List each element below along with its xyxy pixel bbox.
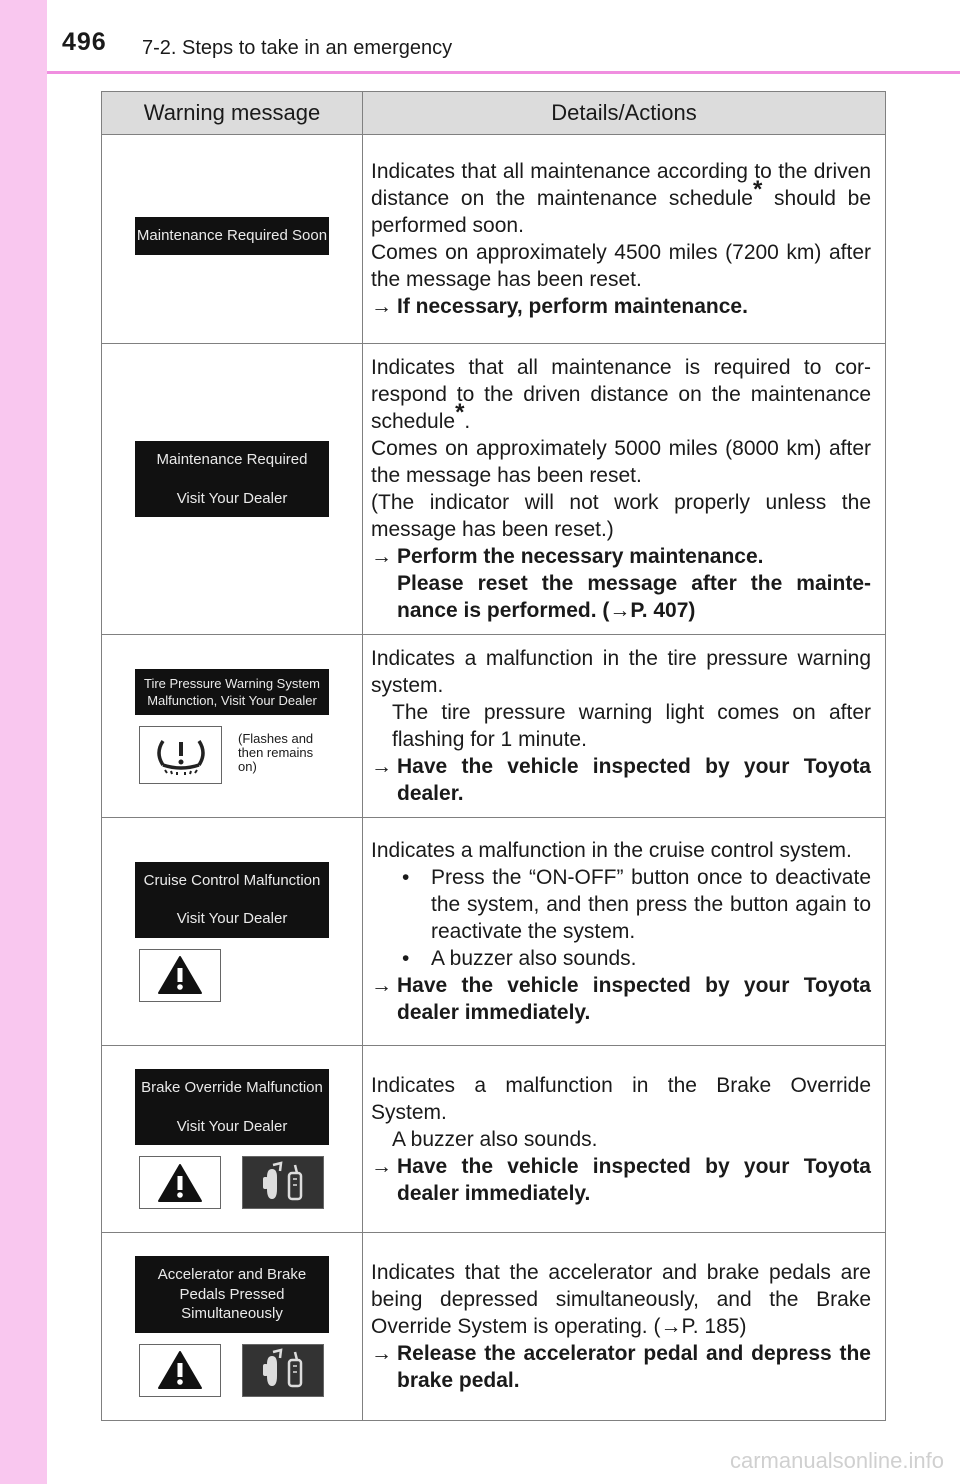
page-number: 496 bbox=[62, 28, 107, 56]
description: Indicates a malfunction in the cruise control system. bbox=[371, 839, 852, 862]
action: → Release the accelerator pedal and depress the brake pedal. bbox=[371, 1342, 871, 1392]
warning-message: Accelerator and Brake Pedals Pressed Simultaneously bbox=[135, 1256, 329, 1333]
details-cell bbox=[363, 1046, 886, 1233]
action: → Have the vehicle inspected by your Toyota dealer immediately. bbox=[371, 974, 871, 1024]
arrow-right-icon: → bbox=[371, 1342, 392, 1365]
col-warning-header: Warning message bbox=[102, 92, 363, 135]
action: → Have the vehicle inspected by your Toyota dealer immediately. bbox=[371, 1154, 871, 1205]
page-reference[interactable]: P. 185) bbox=[681, 1315, 747, 1338]
table-row bbox=[102, 344, 886, 635]
pedal-icon bbox=[242, 1344, 324, 1397]
action: → Perform the necessary maintenance. Please reset the message after the maintenance is performed. (→P. 407) bbox=[371, 545, 871, 622]
arrow-right-icon: → bbox=[371, 295, 392, 318]
watermark: carmanualsonline.info bbox=[729, 1448, 944, 1473]
action: → Have the vehicle inspected by your Toyota dealer. bbox=[371, 755, 871, 805]
list-item: • A buzzer also sounds. bbox=[402, 947, 637, 970]
warning-triangle-icon bbox=[139, 949, 221, 1002]
details-cell bbox=[363, 635, 886, 818]
table-row bbox=[102, 135, 886, 344]
warning-message: Maintenance Required Soon bbox=[135, 217, 329, 255]
warning-cell bbox=[102, 818, 363, 1046]
arrow-right-icon: → bbox=[371, 1154, 392, 1178]
description: Indicates a malfunction in the tire pressure warning system. bbox=[371, 647, 871, 697]
details-cell bbox=[363, 818, 886, 1046]
arrow-right-icon: → bbox=[371, 755, 392, 778]
tire-pressure-warning-icon bbox=[139, 726, 222, 784]
details-cell bbox=[363, 135, 886, 344]
warning-cell bbox=[102, 635, 363, 818]
warning-cell bbox=[102, 1046, 363, 1233]
warning-cell bbox=[102, 135, 363, 344]
section-title: 7-2. Steps to take in an emergency bbox=[142, 37, 453, 59]
light-note: (Flashes and then remains on) bbox=[238, 730, 314, 774]
details-cell bbox=[363, 344, 886, 635]
col-details-header: Details/Actions bbox=[363, 92, 886, 135]
page-reference[interactable]: P. 407) bbox=[630, 599, 696, 622]
description: Indicates a malfunction in the Brake Override System. bbox=[371, 1073, 871, 1124]
description: The tire pressure warning light comes on after flashing for 1 minute. bbox=[392, 701, 871, 751]
description: Comes on approximately 4500 miles (7200 km) after the message has been reset. bbox=[371, 241, 871, 291]
arrow-right-icon: → bbox=[371, 974, 392, 997]
description: Indicates that all maintenance according to the driven distance on the maintenance schedule* should be performed soon. bbox=[371, 160, 871, 237]
warning-message: Cruise Control Malfunction Visit Your Dealer bbox=[135, 862, 329, 938]
details-cell bbox=[363, 1233, 886, 1421]
arrow-right-icon: → bbox=[371, 545, 392, 568]
table-header-row bbox=[102, 92, 886, 135]
warning-triangle-icon bbox=[139, 1156, 221, 1209]
description: (The indicator will not work properly unless the message has been reset.) bbox=[371, 491, 871, 541]
arrow-right-icon: → bbox=[609, 599, 631, 622]
warning-cell bbox=[102, 344, 363, 635]
action: → If necessary, perform maintenance. bbox=[371, 295, 748, 318]
description: A buzzer also sounds. bbox=[392, 1127, 598, 1151]
warning-triangle-icon bbox=[139, 1344, 221, 1397]
table-row bbox=[102, 1233, 886, 1421]
warning-message: Brake Override Malfunction Visit Your Dealer bbox=[135, 1069, 329, 1145]
description: Comes on approximately 5000 miles (8000 km) after the message has been reset. bbox=[371, 437, 871, 487]
table-row bbox=[102, 1046, 886, 1233]
warning-message: Maintenance Required Visit Your Dealer bbox=[135, 441, 329, 517]
arrow-right-icon: → bbox=[660, 1315, 682, 1338]
warning-cell bbox=[102, 1233, 363, 1421]
warning-message: Tire Pressure Warning System Malfunction, Visit Your Dealer bbox=[135, 669, 329, 715]
side-tab bbox=[0, 0, 47, 1484]
description: Indicates that all maintenance is required to correspond to the driven distance on the maintenance schedule*. bbox=[371, 356, 871, 433]
table-row bbox=[102, 818, 886, 1046]
warning-table bbox=[101, 91, 886, 1421]
table-row bbox=[102, 635, 886, 818]
list-item: • Press the “ON-OFF” button once to deactivate the system, and then press the button again to reactivate the system. bbox=[402, 866, 871, 943]
header-rule bbox=[47, 71, 960, 74]
pedal-icon bbox=[242, 1156, 324, 1209]
description: Indicates that the accelerator and brake pedals are being depressed simultaneously, and the Brake Override System is operating. (→P. 185) bbox=[371, 1261, 871, 1338]
